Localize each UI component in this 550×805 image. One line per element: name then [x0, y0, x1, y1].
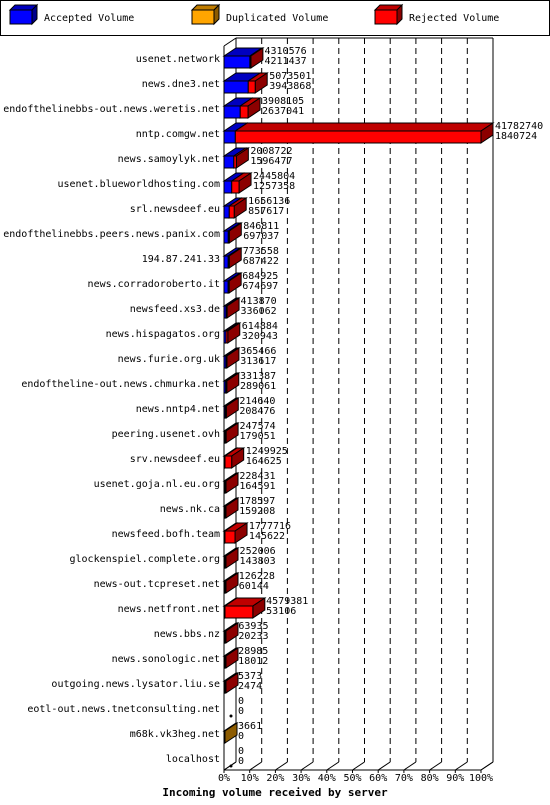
bar-rejected-volume-news-nntp4-net: [225, 406, 226, 418]
bar-rejected-volume-glockenspiel-complete-org: [225, 556, 226, 568]
x-tick-label-20: 20%: [266, 773, 285, 784]
category-label-srl-newsdeef-eu: srl.newsdeef.eu: [129, 204, 220, 215]
bar-rejected-volume-usenet-blueworldhosting-com: [232, 181, 239, 193]
total-label-news-corradoroberto-it: 684925: [242, 271, 279, 282]
total-label-news-furie-org-uk: 365466: [240, 346, 277, 357]
x-tick-label-70: 70%: [394, 773, 413, 784]
accepted-label-m68k-vk3heg-net: 0: [238, 731, 245, 742]
total-label-usenet-network: 4310576: [264, 46, 307, 57]
category-label-news-samoylyk-net: news.samoylyk.net: [117, 154, 220, 165]
total-label-news-nntp4-net: 214640: [239, 396, 276, 407]
category-label-news-out-tcpreset-net: news-out.tcpreset.net: [93, 579, 220, 590]
total-label-peering-usenet-ovh: 247574: [239, 421, 276, 432]
category-label-news-sonologic-net: news.sonologic.net: [111, 654, 220, 665]
bar-rejected-volume-peering-usenet-ovh: [225, 431, 226, 443]
category-label-srv-newsdeef-eu: srv.newsdeef.eu: [129, 454, 220, 465]
total-label-news-hispagatos-org: 614884: [241, 321, 278, 332]
category-label-endofthelinebbs-out-news-weretis-net: endofthelinebbs-out.news.weretis.net: [3, 104, 220, 115]
category-label-news-dne3-net: news.dne3.net: [141, 79, 220, 90]
bar-rejected-volume-outgoing-news-lysator-liu-se: [225, 681, 226, 693]
total-label-news-dne3-net: 5073501: [269, 71, 312, 82]
category-label-news-nk-ca: news.nk.ca: [159, 504, 220, 515]
total-label-endofthelinebbs-peers-news-panix-com: 846811: [243, 221, 280, 232]
total-label-newsfeed-bofh-team: 1777716: [248, 521, 292, 532]
category-label-news-netfront-net: news.netfront.net: [117, 604, 220, 615]
x-tick-label-80: 80%: [420, 773, 439, 784]
accepted-label-news-nntp4-net: 208476: [239, 406, 276, 417]
accepted-label-glockenspiel-complete-org: 143803: [239, 556, 276, 567]
bar-accepted-volume-usenet-network: [224, 56, 250, 68]
legend-swatch-accepted-volume: [10, 10, 32, 24]
bar-rejected-volume-newsfeed-xs3-de: [226, 306, 227, 318]
bar-rejected-volume-news-sonologic-net: [225, 656, 226, 668]
category-label-news-bbs-nz: news.bbs.nz: [153, 629, 220, 640]
accepted-label-news-dne3-net: 3943868: [269, 81, 312, 92]
bar-rejected-volume-srl-newsdeef-eu: [229, 206, 234, 218]
chart-title: Incoming volume received by server: [162, 786, 388, 799]
total-label-outgoing-news-lysator-liu-se: 5373: [238, 671, 263, 682]
category-label-endoftheline-out-news-chmurka-net: endoftheline-out.news.chmurka.net: [21, 379, 220, 390]
category-label-peering-usenet-ovh: peering.usenet.ovh: [111, 429, 220, 440]
category-label-news-hispagatos-org: news.hispagatos.org: [105, 329, 220, 340]
accepted-label-news-out-tcpreset-net: 60144: [238, 581, 269, 592]
x-tick-label-0: 0%: [217, 773, 231, 784]
bar-accepted-volume-194-87-241-33: [224, 256, 228, 268]
total-label-eotl-out-news-tnetconsulting-net: 0: [238, 696, 245, 707]
x-tick-label-100: 100%: [468, 773, 494, 784]
bar-rejected-volume-news-bbs-nz: [225, 631, 226, 643]
bar-rejected-volume-nntp-comgw-net-top: [235, 123, 493, 131]
total-label-194-87-241-33: 773558: [242, 246, 279, 257]
bar-rejected-volume-news-out-tcpreset-net: [225, 581, 226, 593]
category-label-eotl-out-news-tnetconsulting-net: eotl-out.news.tnetconsulting.net: [27, 704, 220, 715]
accepted-label-news-furie-org-uk: 313617: [240, 356, 277, 367]
total-label-news-netfront-net: 4579381: [266, 596, 309, 607]
bar-rejected-volume-nntp-comgw-net: [235, 131, 481, 143]
category-label-news-corradoroberto-it: news.corradoroberto.it: [87, 279, 220, 290]
bar-accepted-volume-usenet-blueworldhosting-com: [224, 181, 232, 193]
x-tick-label-30: 30%: [292, 773, 311, 784]
total-label-m68k-vk3heg-net: 3661: [238, 721, 263, 732]
accepted-label-usenet-goja-nl-eu-org: 164591: [239, 481, 276, 492]
bar-duplicated-volume-m68k-vk3heg-net: [224, 731, 225, 743]
legend-label-rejected-volume: Rejected Volume: [409, 13, 500, 24]
bar-accepted-volume-news-dne3-net: [224, 81, 248, 93]
bar-accepted-volume-endofthelinebbs-out-news-weretis-net: [224, 106, 240, 118]
accepted-label-endofthelinebbs-out-news-weretis-net: 2637041: [262, 106, 305, 117]
accepted-label-outgoing-news-lysator-liu-se: 2474: [238, 681, 263, 692]
accepted-label-nntp-comgw-net: 1840724: [495, 131, 538, 142]
category-label-outgoing-news-lysator-liu-se: outgoing.news.lysator.liu.se: [51, 679, 220, 690]
accepted-label-endoftheline-out-news-chmurka-net: 289061: [240, 381, 277, 392]
accepted-label-srv-newsdeef-eu: 164625: [245, 456, 282, 467]
category-label-m68k-vk3heg-net: m68k.vk3heg.net: [129, 729, 220, 740]
bar-rejected-volume-endofthelinebbs-peers-news-panix-com: [228, 231, 229, 243]
accepted-label-news-sonologic-net: 18012: [238, 656, 269, 667]
accepted-label-localhost: 0: [238, 756, 245, 767]
accepted-label-newsfeed-xs3-de: 336062: [240, 306, 277, 317]
bar-rejected-volume-news-nk-ca: [225, 506, 226, 518]
x-tick-label-60: 60%: [369, 773, 388, 784]
accepted-label-news-samoylyk-net: 1596477: [250, 156, 293, 167]
x-tick-label-90: 90%: [446, 773, 465, 784]
accepted-label-news-hispagatos-org: 320943: [241, 331, 278, 342]
legend-label-duplicated-volume: Duplicated Volume: [226, 13, 329, 24]
legend-swatch-rejected-volume: [375, 10, 397, 24]
bar-accepted-volume-news-samoylyk-net: [224, 156, 234, 168]
bar-rejected-volume-news-samoylyk-net: [234, 156, 237, 168]
legend: [1, 1, 550, 36]
bar-rejected-volume-news-dne3-net: [248, 81, 255, 93]
total-label-glockenspiel-complete-org: 252006: [239, 546, 276, 557]
total-label-news-samoylyk-net: 2008722: [250, 146, 293, 157]
total-label-news-out-tcpreset-net: 126228: [238, 571, 275, 582]
bar-rejected-volume-endoftheline-out-news-chmurka-net: [226, 381, 227, 393]
accepted-label-srl-newsdeef-eu: 857617: [248, 206, 285, 217]
accepted-label-news-corradoroberto-it: 674697: [242, 281, 279, 292]
total-label-endofthelinebbs-out-news-weretis-net: 3908105: [262, 96, 305, 107]
bar-empty-marker-localhost: [230, 765, 233, 768]
x-tick-label-50: 50%: [343, 773, 362, 784]
bar-empty-marker-eotl-out-news-tnetconsulting-net: [230, 715, 233, 718]
bar-accepted-volume-news-corradoroberto-it: [224, 281, 228, 293]
bar-rejected-volume-news-corradoroberto-it: [228, 281, 229, 293]
bar-rejected-volume-news-netfront-net: [225, 606, 253, 618]
bar-rejected-volume-newsfeed-bofh-team: [225, 531, 235, 543]
total-label-endoftheline-out-news-chmurka-net: 331387: [240, 371, 277, 382]
bar-rejected-volume-194-87-241-33: [228, 256, 229, 268]
legend-swatch-duplicated-volume: [192, 10, 214, 24]
bar-rejected-volume-endofthelinebbs-out-news-weretis-net: [240, 106, 248, 118]
category-label-localhost: localhost: [165, 754, 220, 765]
category-label-nntp-comgw-net: nntp.comgw.net: [135, 129, 220, 140]
total-label-news-sonologic-net: 28985: [238, 646, 269, 657]
accepted-label-usenet-blueworldhosting-com: 1257358: [253, 181, 296, 192]
accepted-label-news-bbs-nz: 20233: [238, 631, 269, 642]
bar-rejected-volume-news-hispagatos-org: [226, 331, 228, 343]
bar-accepted-volume-srl-newsdeef-eu: [224, 206, 229, 218]
accepted-label-newsfeed-bofh-team: 145622: [248, 531, 286, 542]
x-tick-label-40: 40%: [317, 773, 336, 784]
category-label-endofthelinebbs-peers-news-panix-com: endofthelinebbs.peers.news.panix.com: [3, 229, 220, 240]
bar-accepted-volume-endofthelinebbs-peers-news-panix-com: [224, 231, 228, 243]
category-label-news-nntp4-net: news.nntp4.net: [135, 404, 220, 415]
accepted-label-194-87-241-33: 687422: [242, 256, 279, 267]
accepted-label-endofthelinebbs-peers-news-panix-com: 697037: [243, 231, 280, 242]
total-label-usenet-blueworldhosting-com: 2445804: [253, 171, 296, 182]
bar-rejected-volume-news-furie-org-uk: [226, 356, 227, 368]
bar-rejected-volume-usenet-network: [250, 56, 251, 68]
bar-rejected-volume-usenet-goja-nl-eu-org: [225, 481, 226, 493]
bar-rejected-volume-srv-newsdeef-eu: [225, 456, 232, 468]
accepted-label-news-nk-ca: 159208: [239, 506, 276, 517]
x-tick-label-10: 10%: [240, 773, 259, 784]
category-label-usenet-goja-nl-eu-org: usenet.goja.nl.eu.org: [93, 479, 220, 490]
category-label-newsfeed-xs3-de: newsfeed.xs3.de: [129, 304, 220, 315]
category-label-194-87-241-33: 194.87.241.33: [141, 254, 220, 265]
total-label-news-nk-ca: 178597: [239, 496, 276, 507]
legend-label-accepted-volume: Accepted Volume: [44, 13, 135, 24]
total-label-newsfeed-xs3-de: 413870: [240, 296, 277, 307]
accepted-label-usenet-network: 4211437: [264, 56, 307, 67]
total-label-news-bbs-nz: 63935: [238, 621, 269, 632]
accepted-label-peering-usenet-ovh: 179051: [239, 431, 276, 442]
category-label-newsfeed-bofh-team: newsfeed.bofh.team: [111, 529, 220, 540]
accepted-label-eotl-out-news-tnetconsulting-net: 0: [238, 706, 245, 717]
bar-accepted-volume-nntp-comgw-net: [224, 131, 235, 143]
accepted-label-news-netfront-net: 53106: [266, 606, 297, 617]
category-label-news-furie-org-uk: news.furie.org.uk: [117, 354, 220, 365]
total-label-localhost: 0: [238, 746, 245, 757]
category-label-glockenspiel-complete-org: glockenspiel.complete.org: [69, 554, 220, 565]
total-label-usenet-goja-nl-eu-org: 228431: [239, 471, 276, 482]
category-label-usenet-blueworldhosting-com: usenet.blueworldhosting.com: [57, 179, 220, 190]
category-label-usenet-network: usenet.network: [135, 54, 220, 65]
total-label-nntp-comgw-net: 41782740: [495, 121, 544, 132]
total-label-srv-newsdeef-eu: 1249925: [245, 446, 288, 457]
total-label-srl-newsdeef-eu: 1656136: [248, 196, 291, 207]
